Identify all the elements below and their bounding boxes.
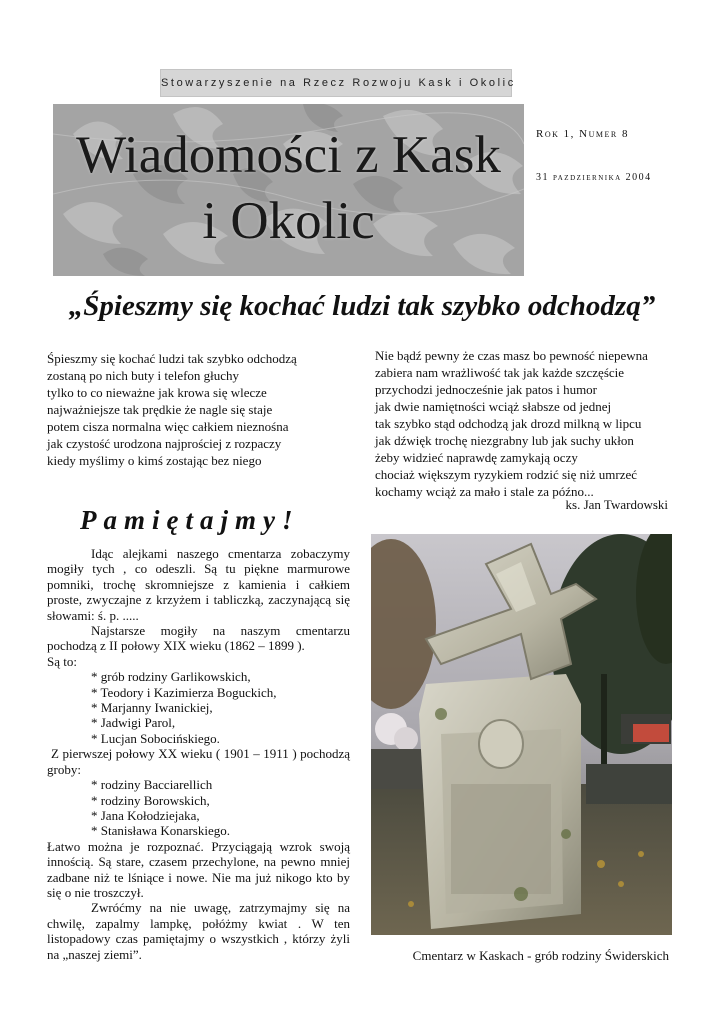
poem-line: jak dwie namiętności wciąż słabsze od jednej	[375, 399, 612, 414]
article-body	[47, 546, 350, 962]
poem-line: tak szybko stąd odchodzą jak drozd milkną w lipcu	[375, 416, 642, 431]
list-item: * Jana Kołodziejaka,	[91, 807, 200, 823]
article-paragraph: Najstarsze mogiły na naszym cmentarzu pochodzą z II połowy XIX wieku (1862 – 1899 ).	[47, 623, 350, 654]
poem-line: kochamy wciąż za mało i stale za późno...	[375, 484, 594, 499]
poem-line: zostaną po nich buty i telefon głuchy	[47, 368, 240, 383]
poem-line: przychodzi jednocześnie jak patos i humor	[375, 382, 598, 397]
poem-line: potem cisza normalna więc całkiem nieznośna	[47, 419, 289, 434]
headline: „Śpieszmy się kochać ludzi tak szybko odchodzą”	[68, 290, 656, 322]
poem-line: żeby widzieć naprawdę zamykają oczy	[375, 450, 578, 465]
list-item: * Marjanny Iwanickiej,	[91, 700, 213, 716]
title-line-1: Wiadomości z Kask	[76, 126, 501, 184]
title-line-2: i Okolic	[202, 192, 375, 250]
article-paragraph: Z pierwszej połowy XX wieku ( 1901 – 1911 ) pochodzą groby:	[47, 746, 350, 777]
photo-caption: Cmentarz w Kaskach - grób rodziny Świderskich	[412, 948, 669, 963]
article-paragraph: Zwróćmy na nie uwagę, zatrzymajmy się na chwilę, zapalmy lampkę, połóżmy kwiat . W ten listopadowy czas pamiętajmy o wszystkich , którzy żyli na „naszej ziemi”.	[47, 900, 350, 962]
article-paragraph: Są to:	[47, 653, 77, 669]
article-paragraph: Łatwo można je rozpoznać. Przyciągają wzrok swoją innością. Są stare, czasem przechylone, na pewno mniej zadbane niż te lśniące i nowe. Nie ma już nikogo kto by się o nie troszczył.	[47, 838, 350, 900]
list-item: * Lucjan Sobocińskiego.	[91, 730, 220, 746]
poem-right-column	[375, 347, 648, 500]
association-banner: Stowarzyszenie na Rzecz Rozwoju Kask i Okolic	[160, 69, 512, 97]
cemetery-photo	[371, 534, 672, 935]
issue-date: 31 pazdziernika 2004	[536, 172, 652, 183]
masthead	[53, 104, 524, 276]
poem-line: chociaż większym ryzykiem rodzić się niż umrzeć	[375, 467, 638, 482]
list-item: * Jadwigi Parol,	[91, 715, 176, 731]
article-paragraph: Idąc alejkami naszego cmentarza zobaczymy mogiły tych , co odeszli. Są tu piękne marmurowe pomniki, trochę skromniejsze z kamienia i całkiem proste, zwyczajne z krzyżem i tabliczką, zaczynającą się słowami: ś. p. .....	[47, 546, 350, 623]
poem-left-column	[47, 350, 297, 469]
list-item: * grób rodziny Garlikowskich,	[91, 669, 251, 685]
poem-line: zabiera nam wrażliwość tak jak każde szczęście	[375, 365, 625, 380]
list-item: * rodziny Borowskich,	[91, 792, 210, 808]
issue-number: Rok 1, Numer 8	[536, 128, 629, 140]
list-item: * rodziny Bacciarellich	[91, 777, 213, 793]
poem-line: tylko to co nieważne jak krowa się wlecze	[47, 385, 267, 400]
poem-line: kiedy myślimy o kimś zostając bez niego	[47, 453, 262, 468]
poem-line: Śpieszmy się kochać ludzi tak szybko odchodzą	[47, 351, 297, 366]
poem-line: Nie bądź pewny że czas masz bo pewność niepewna	[375, 348, 648, 363]
article-title: Pamiętajmy!	[80, 505, 300, 535]
newspaper-title	[53, 122, 524, 254]
poem-line: jak dźwięk trochę niezgrabny lub jak suchy ukłon	[375, 433, 634, 448]
grave-cross-image	[371, 534, 672, 935]
list-item: * Teodory i Kazimierza Boguckich,	[91, 684, 277, 700]
poem-author: ks. Jan Twardowski	[565, 497, 668, 512]
list-item: * Stanisława Konarskiego.	[91, 823, 231, 839]
poem-line: jak czystość urodzona najprościej z rozpaczy	[47, 436, 282, 451]
poem-line: najważniejsze tak prędkie że nagle się staje	[47, 402, 273, 417]
